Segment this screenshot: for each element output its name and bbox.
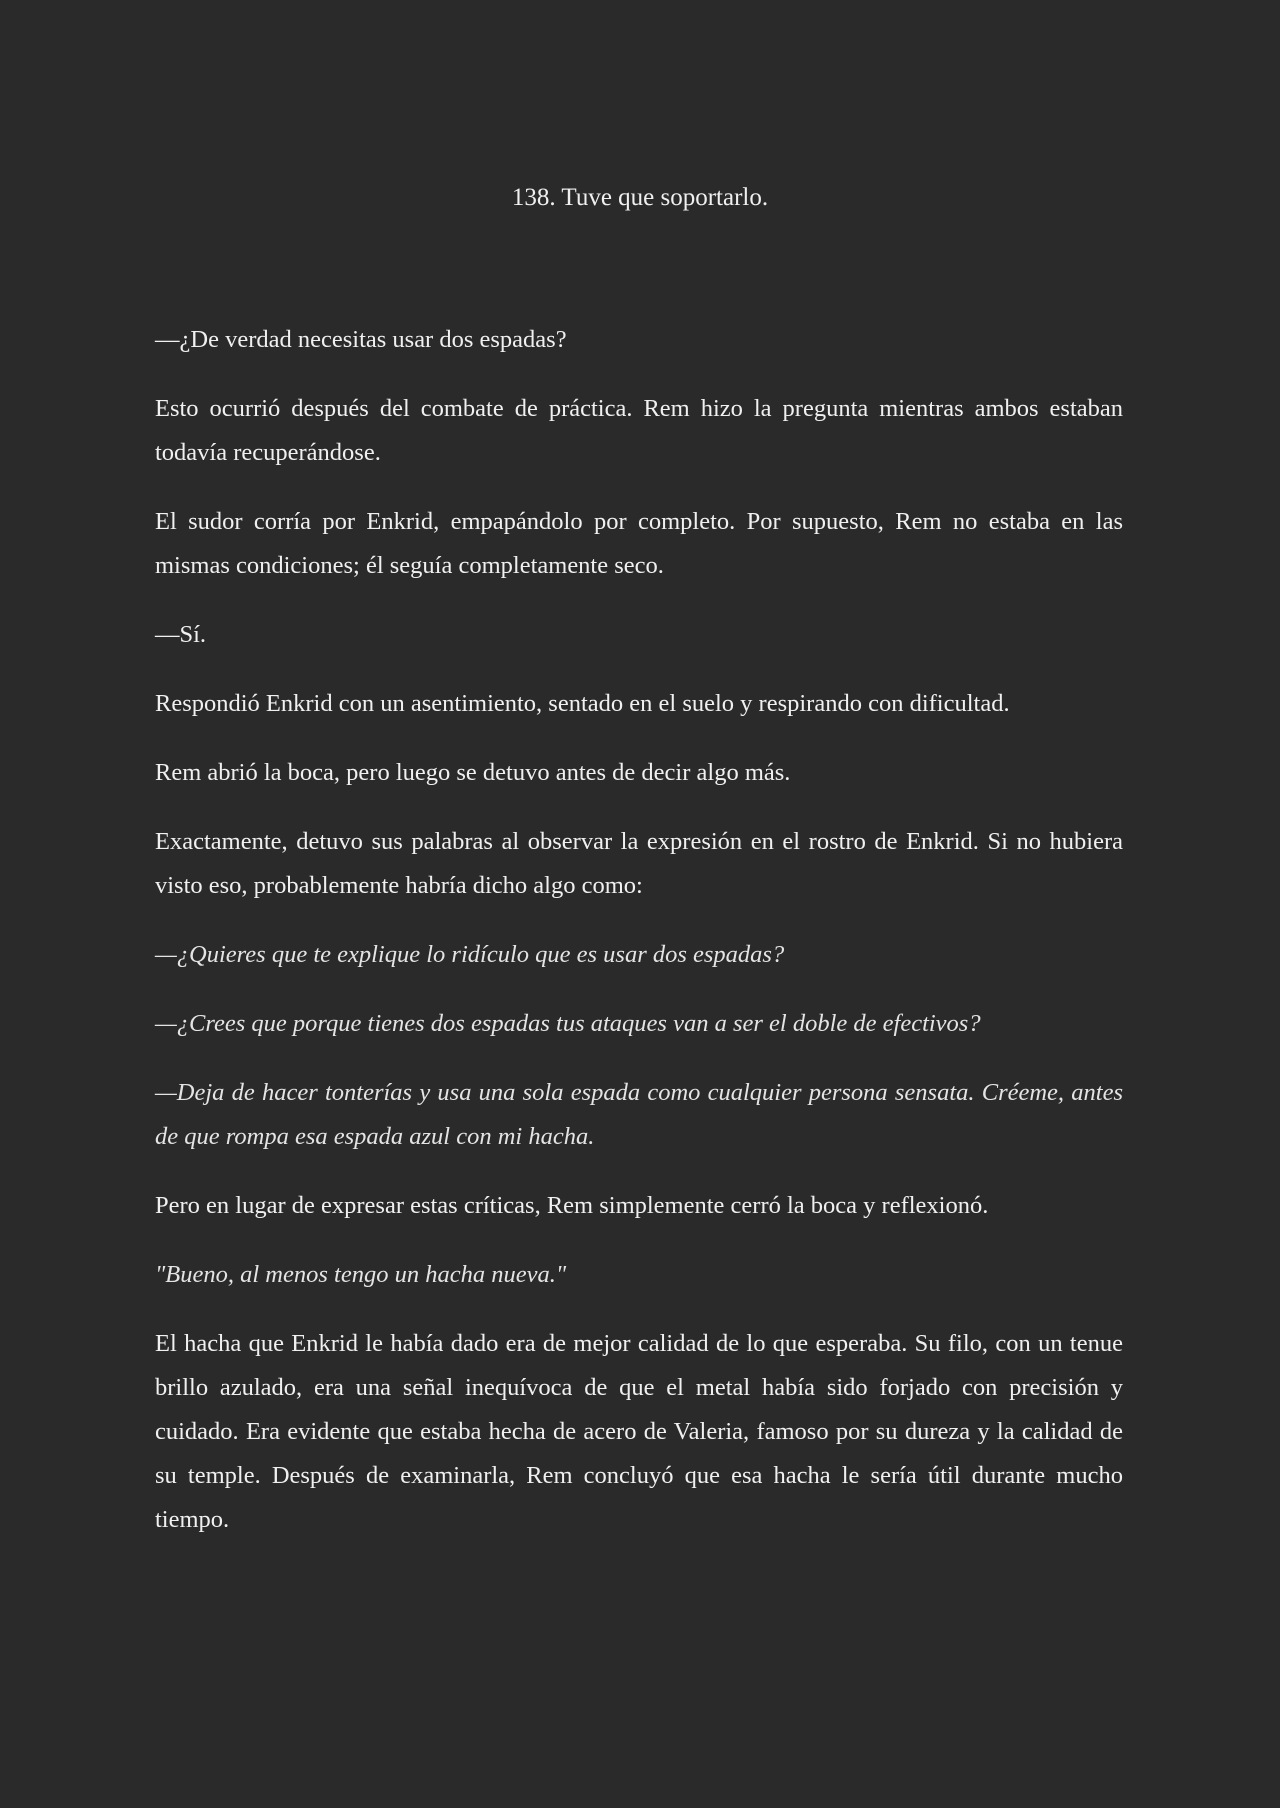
paragraph: Esto ocurrió después del combate de práctica. Rem hizo la pregunta mientras ambos estaban todavía recuperándose. — [155, 395, 1123, 466]
paragraph: Exactamente, detuvo sus palabras al observar la expresión en el rostro de Enkrid. Si no hubiera visto eso, probablemente habría dicho algo como: — [155, 828, 1123, 899]
paragraph-question: —¿De verdad necesitas usar dos espadas? — [155, 326, 567, 353]
paragraph-imagined-dialogue: —¿Crees que porque tienes dos espadas tus ataques van a ser el doble de efectivos? — [155, 1010, 981, 1037]
paragraph: El hacha que Enkrid le había dado era de mejor calidad de lo que esperaba. Su filo, con un tenue brillo azulado, era una señal inequívoca de que el metal había sido forjado con precisión y cuidado. Era evidente que estaba hecha de acero de Valeria, famoso por su dureza y la calidad de su temple. Después de examinarla, Rem concluyó que esa hacha le sería útil durante mucho tiempo. — [155, 1330, 1123, 1533]
paragraph: Rem abrió la boca, pero luego se detuvo antes de decir algo más. — [155, 759, 791, 786]
paragraph-dialogue: —Sí. — [155, 621, 207, 648]
chapter-title: 138. Tuve que soportarlo. — [511, 184, 769, 211]
paragraph-imagined-dialogue: —Deja de hacer tonterías y usa una sola espada como cualquier persona sensata. Créeme, antes de que rompa esa espada azul con mi hacha. — [155, 1079, 1123, 1150]
paragraph-thought: "Bueno, al menos tengo un hacha nueva." — [155, 1261, 567, 1288]
paragraph: El sudor corría por Enkrid, empapándolo por completo. Por supuesto, Rem no estaba en las mismas condiciones; él seguía completamente seco. — [155, 508, 1123, 579]
chapter-body — [155, 318, 1123, 1567]
paragraph: Pero en lugar de expresar estas críticas, Rem simplemente cerró la boca y reflexionó. — [155, 1192, 989, 1219]
paragraph: Respondió Enkrid con un asentimiento, sentado en el suelo y respirando con dificultad. — [155, 690, 1010, 717]
paragraph-imagined-dialogue: —¿Quieres que te explique lo ridículo que es usar dos espadas? — [155, 941, 785, 968]
